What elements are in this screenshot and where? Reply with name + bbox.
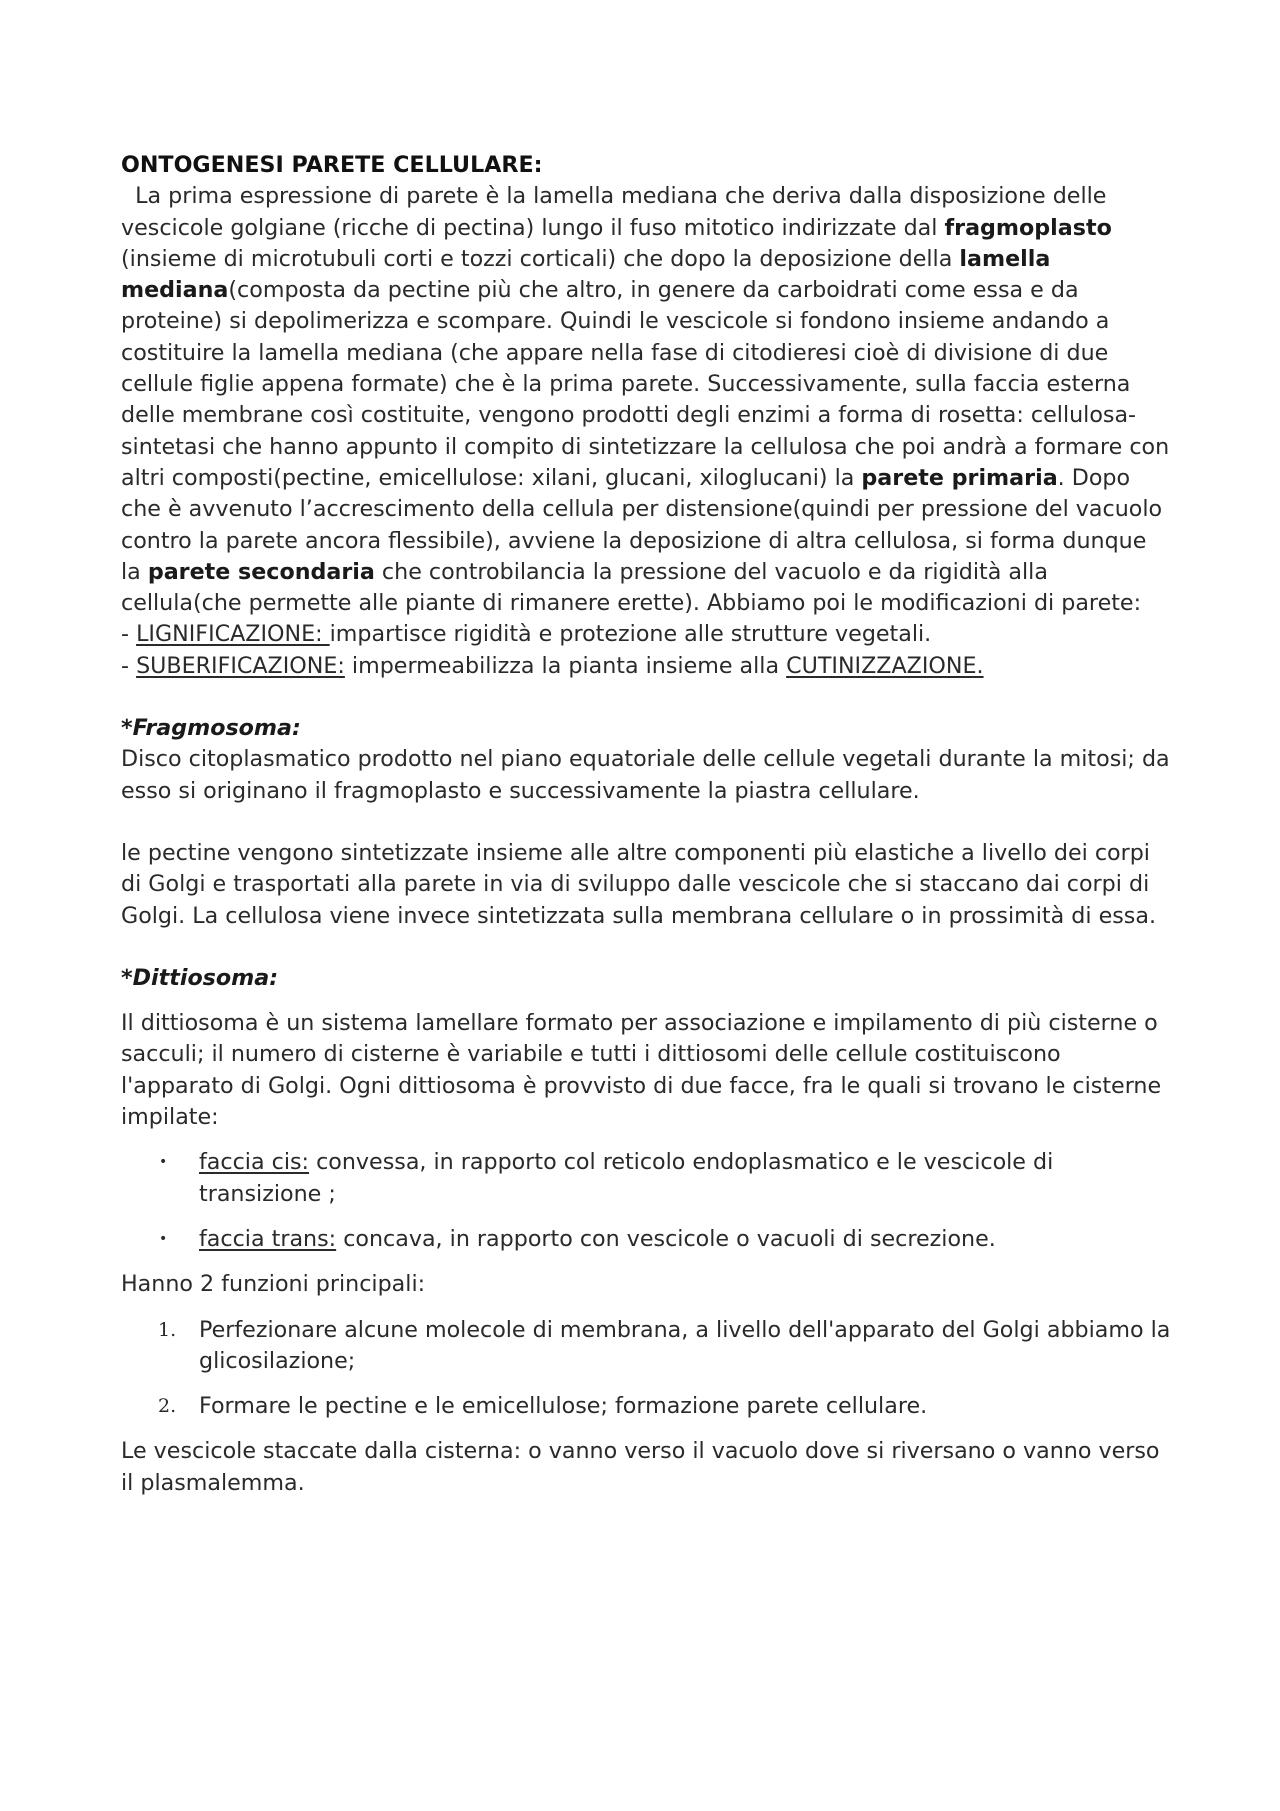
list-item-function-1: [121, 1315, 1171, 1378]
ontogenesi-text-2: (insieme di microtubuli corti e tozzi corticali) che dopo la deposizione della: [121, 214, 1119, 272]
term-fragmoplasto: fragmoplasto: [944, 214, 1112, 241]
list-dash: -: [121, 621, 137, 648]
closing-paragraph: Le vescicole staccate dalla cisterna: o vanno verso il vacuolo dove si riversano o vanno verso il plasmalemma.: [121, 1438, 1160, 1496]
term-faccia-trans: faccia trans:: [199, 1225, 337, 1252]
section-heading-dittiosoma: *Dittiosoma:: [121, 964, 279, 991]
function-1-text: Perfezionare alcune molecole di membrana, a livello dell'apparato del Golgi abbiamo la glicosilazione;: [199, 1316, 1171, 1374]
functions-intro: Hanno 2 funzioni principali:: [121, 1271, 426, 1298]
term-parete-primaria: parete primaria: [861, 464, 1058, 491]
list-item-faccia-trans: [121, 1224, 1171, 1255]
pectine-paragraph: le pectine vengono sintetizzate insieme alle altre componenti più elastiche a livello dei corpi di Golgi e trasportati alla parete in via di sviluppo dalle vescicole che si staccano dai corpi di Golgi. La cellulosa viene invece sintetizzata sulla membrana cellulare o in prossimità di essa.: [121, 839, 1157, 929]
function-2-text: Formare le pectine e le emicellulose; formazione parete cellulare.: [199, 1393, 928, 1420]
bullet-marker: •: [159, 1154, 168, 1171]
list-dash: -: [121, 652, 137, 679]
section-heading-fragmosoma: *Fragmosoma:: [121, 715, 301, 742]
ontogenesi-text-4: . Dopo che è avvenuto l’accrescimento della cellula per distensione(quindi per pressione del vacuolo contro la parete ancora flessibile), avviene la deposizione di altra cellulosa, si forma dunque la: [121, 464, 1170, 585]
ontogenesi-text-5: che controbilancia la pressione del vacuolo e da rigidità alla cellula(che permette alle piante di rimanere erette). Abbiamo poi le modificazioni di parete:: [121, 558, 1142, 617]
faces-list: [121, 1147, 1171, 1255]
functions-list: [121, 1315, 1171, 1423]
faccia-trans-text: concava, in rapporto con vescicole o vacuoli di secrezione.: [336, 1225, 996, 1252]
lignificazione-text: impartisce rigidità e protezione alle strutture vegetali.: [329, 621, 932, 648]
ontogenesi-text-3: (composta da pectine più che altro, in genere da carboidrati come essa e da proteine) si depolimerizza e scompare. Quindi le vescicole si fondono insieme andando a costituire la lamella mediana (che appare nella fase di citodieresi cioè di divisione di due cellule figlie appena formate) che è la prima parete. Successivamente, sulla faccia esterna delle membrane così costituite, vengono prodotti degli enzimi a forma di rosetta: cellulosa-sintetasi che hanno appunto il compito di sintetizzare la cellulosa che poi andrà a formare con altri composti(pectine, emicellulose: xilani, glucani, xiloglucani) la: [121, 277, 1177, 491]
suberificazione-text: impermeabilizza la pianta insieme alla: [344, 652, 787, 679]
ontogenesi-paragraph: [121, 181, 1177, 619]
term-lignificazione: LIGNIFICAZIONE:: [136, 621, 330, 648]
bullet-marker: •: [159, 1230, 168, 1247]
term-suberificazione: SUBERIFICAZIONE:: [136, 652, 345, 679]
modification-suberificazione: [121, 651, 1171, 682]
ontogenesi-text-1: La prima espressione di parete è la lamella mediana che deriva dalla disposizione delle vescicole golgiane (ricche di pectina) lungo il fuso mitotico indirizzate dal: [121, 183, 1114, 241]
term-faccia-cis: faccia cis:: [199, 1149, 310, 1176]
list-number: 1.: [158, 1318, 177, 1341]
term-parete-secondaria: parete secondaria: [147, 558, 375, 585]
section-title-ontogenesi: ONTOGENESI PARETE CELLULARE:: [121, 152, 543, 178]
modification-lignificazione: [121, 619, 1171, 650]
list-number: 2.: [158, 1395, 177, 1418]
dittiosoma-intro: Il dittiosoma è un sistema lamellare formato per associazione e impilamento di più cisterne o sacculi; il numero di cisterne è variabile e tutti i dittiosomi delle cellule costituiscono l'apparato di Golgi. Ogni dittiosoma è provvisto di due facce, fra le quali si trovano le cisterne impilate:: [121, 1010, 1162, 1131]
document-page: [121, 150, 1177, 1499]
term-lamella-mediana: lamella mediana: [121, 245, 1059, 304]
fragmosoma-paragraph: Disco citoplasmatico prodotto nel piano equatoriale delle cellule vegetali durante la mitosi; da esso si originano il fragmoplasto e successivamente la piastra cellulare.: [121, 746, 1170, 804]
list-item-faccia-cis: [121, 1147, 1171, 1210]
faccia-cis-text: convessa, in rapporto col reticolo endoplasmatico e le vescicole di transizione ;: [199, 1149, 1054, 1207]
list-item-function-2: [121, 1391, 1171, 1422]
term-cutinizzazione: CUTINIZZAZIONE.: [786, 652, 984, 679]
